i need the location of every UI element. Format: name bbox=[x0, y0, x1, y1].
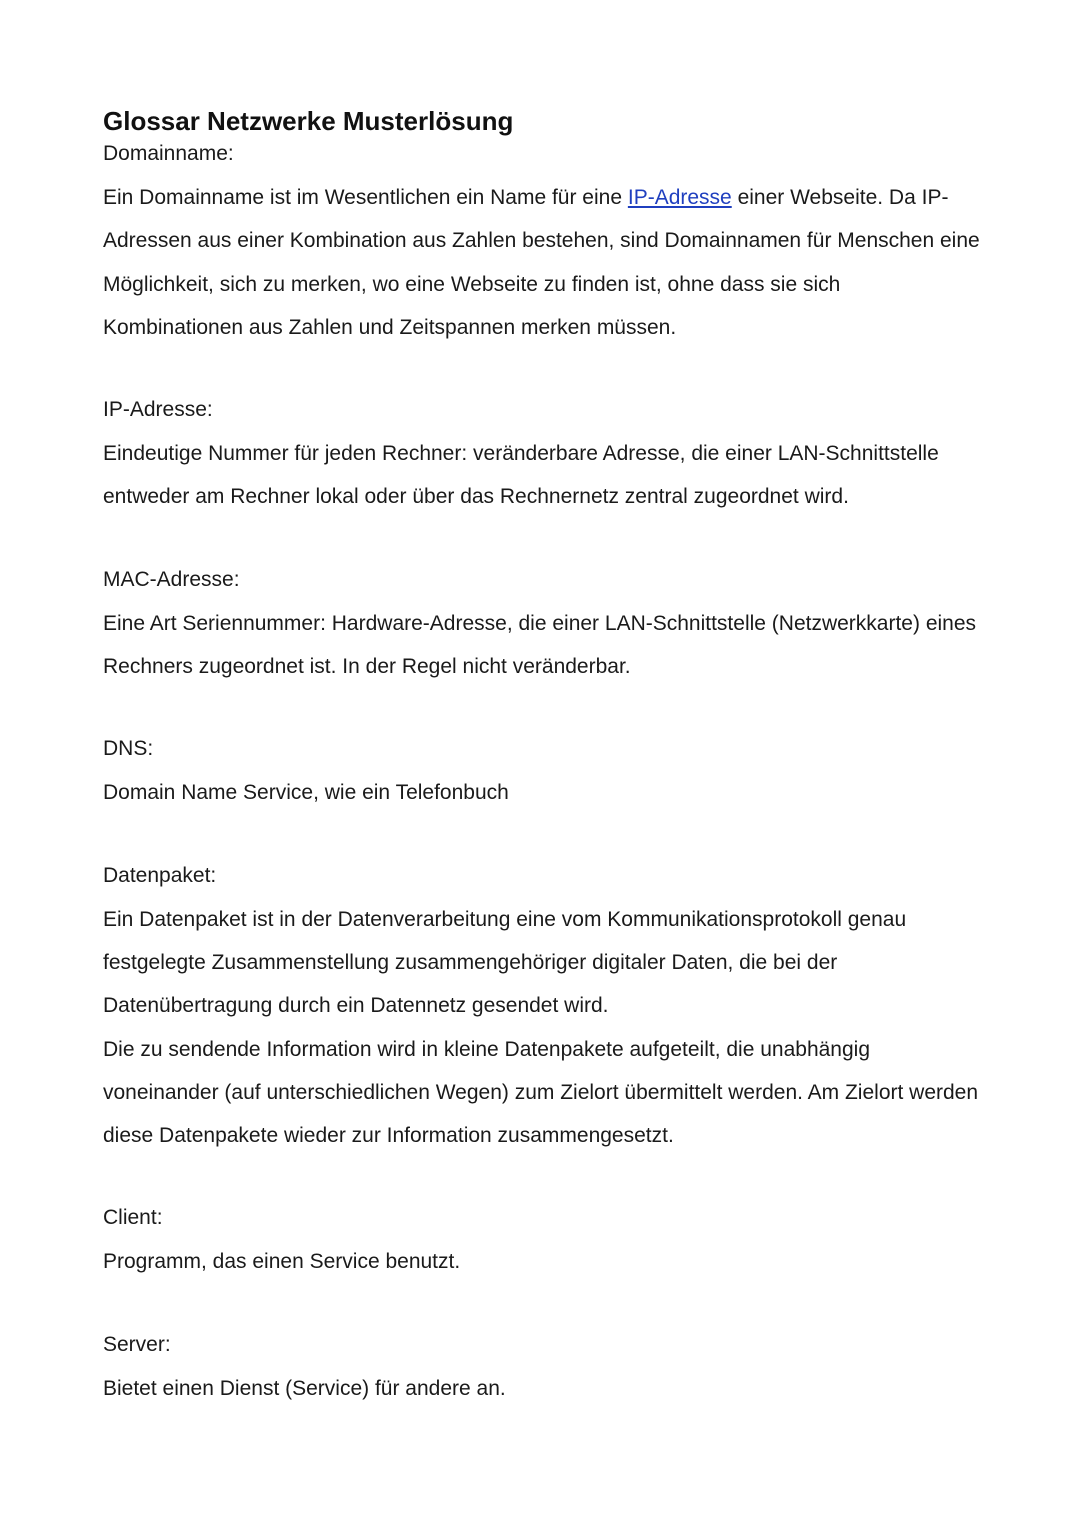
page-title: Glossar Netzwerke Musterlösung bbox=[103, 106, 514, 136]
glossary-entry-ip-adresse bbox=[103, 394, 983, 519]
spacer bbox=[103, 1157, 983, 1200]
term-datenpaket: Datenpaket: bbox=[103, 863, 217, 887]
term-client: Client: bbox=[103, 1206, 163, 1230]
document-page bbox=[103, 104, 983, 1410]
glossary-entry-server bbox=[103, 1329, 983, 1410]
glossary-entry-mac-adresse bbox=[103, 564, 983, 689]
ip-adresse-link[interactable]: IP-Adresse bbox=[627, 186, 732, 209]
definition-dns: Domain Name Service, wie ein Telefonbuch bbox=[103, 781, 509, 805]
term-domainname: Domainname: bbox=[103, 142, 234, 165]
term-dns: DNS: bbox=[103, 737, 154, 761]
term-ip-adresse: IP-Adresse: bbox=[103, 398, 213, 422]
glossary-entry-datenpaket bbox=[103, 860, 983, 1158]
glossary-entry-domainname bbox=[103, 138, 983, 349]
definition-datenpaket: Ein Datenpaket ist in der Datenverarbeitung eine vom Kommunikationsprotokoll genau festgelegte Zusammenstellung zusammengehöriger digitaler Daten, die bei der Datenübertragung durch ein Datennetz gesendet wird. bbox=[103, 907, 907, 1018]
definition-domainname bbox=[103, 176, 983, 349]
definition-ip-adresse: Eindeutige Nummer für jeden Rechner: veränderbare Adresse, die einer LAN-Schnittstelle entweder am Rechner lokal oder über das Rechnernetz zentral zugeordnet wird. bbox=[103, 442, 939, 509]
definition-datenpaket-continued: Die zu sendende Information wird in kleine Datenpakete aufgeteilt, die unabhängig voneinander (auf unterschiedlichen Wegen) zum Zielort übermittelt werden. Am Zielort werden diese Datenpakete wieder zur Information zusammengesetzt. bbox=[103, 1037, 979, 1148]
definition-server: Bietet einen Dienst (Service) für andere an. bbox=[103, 1376, 506, 1400]
glossary-entry-client bbox=[103, 1202, 983, 1283]
spacer bbox=[103, 815, 983, 858]
definition-mac-adresse: Eine Art Seriennummer: Hardware-Adresse, die einer LAN-Schnittstelle (Netzwerkkarte) eines Rechners zugeordnet ist. In der Regel nicht veränderbar. bbox=[103, 611, 977, 679]
spacer bbox=[103, 349, 983, 392]
definition-text-before-link: Ein Domainname ist im Wesentlichen ein Name für eine bbox=[103, 186, 628, 209]
spacer bbox=[103, 688, 983, 731]
spacer bbox=[103, 1284, 983, 1327]
glossary-entry-dns bbox=[103, 733, 983, 814]
term-mac-adresse: MAC-Adresse: bbox=[103, 567, 240, 591]
definition-client: Programm, das einen Service benutzt. bbox=[103, 1250, 461, 1274]
spacer bbox=[103, 519, 983, 562]
term-server: Server: bbox=[103, 1332, 171, 1356]
definition-text-after-link: einer Webseite. Da IP-Adressen aus einer Kombination aus Zahlen bestehen, sind Domainnamen für Menschen eine Möglichkeit, sich zu merken, wo eine Webseite zu finden ist, ohne dass sie sich Kombinationen aus Zahlen und Zeitspannen merken müssen. bbox=[103, 186, 980, 339]
